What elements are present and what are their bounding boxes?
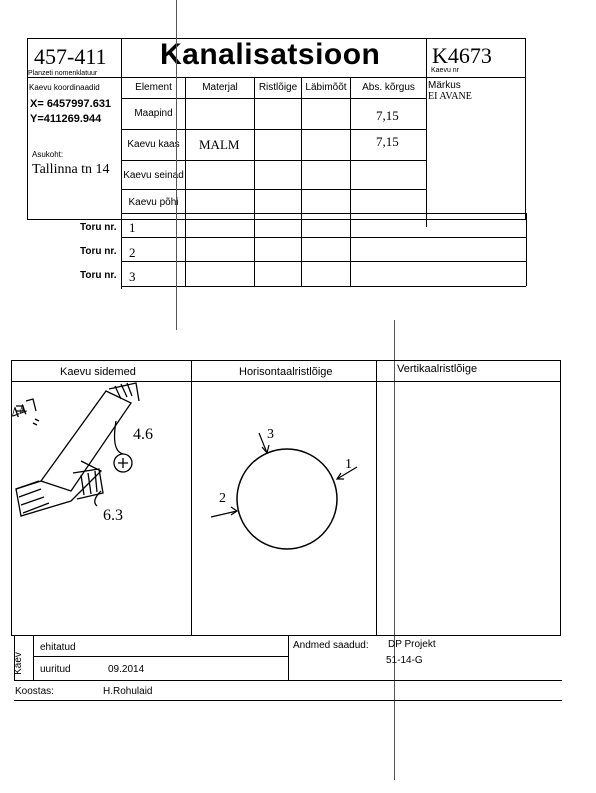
measured-date: 09.2014	[108, 664, 145, 675]
measured-label: uuritud	[40, 664, 71, 675]
header-cross-section: Ristlõige	[258, 82, 298, 93]
pipe-label: Toru nr.	[80, 246, 117, 257]
data-source-label: Andmed saadud:	[293, 640, 369, 651]
handwritten-63: 6.3	[103, 507, 123, 524]
row-element: Kaevu seinad	[123, 170, 184, 181]
row-element: Kaevu kaas	[127, 139, 180, 150]
coord-y: Y=411269.944	[30, 113, 102, 125]
footer-line	[14, 700, 562, 701]
row-abs-height: 7,15	[376, 134, 399, 149]
sketch-col-divider	[376, 360, 377, 636]
compiled-by: H.Rohulaid	[103, 686, 153, 697]
sheet-number: 457-411	[34, 44, 107, 69]
pipe-label: Toru nr.	[80, 270, 117, 281]
row-abs-height: 7,15	[376, 108, 399, 123]
row-line	[121, 129, 426, 130]
header-material: Materjal	[202, 82, 238, 93]
row-element: Maapind	[134, 108, 173, 119]
header-divider	[27, 77, 526, 78]
header-element: Element	[135, 82, 172, 93]
sketch-col-title: Vertikaalristlõige	[397, 363, 478, 375]
row-line	[121, 213, 526, 214]
left-column-divider	[121, 38, 122, 289]
coord-x: X= 6457997.631	[30, 98, 112, 110]
col-line	[185, 77, 186, 286]
footer-divider	[288, 636, 289, 680]
side-label: Kaev	[12, 652, 24, 675]
well-location-sketch	[8, 381, 191, 631]
pipe-number: 3	[129, 269, 136, 284]
sheet-caption: Planzeti nomenklatuur	[28, 70, 98, 77]
page-title: Kanalisatsioon	[160, 38, 381, 71]
compiled-label: Koostas:	[15, 686, 54, 697]
remark-column-divider	[426, 38, 427, 227]
built-label: ehitatud	[40, 642, 76, 653]
handwritten-3: 3	[267, 427, 274, 442]
address: Tallinna tn 14	[32, 162, 110, 177]
row-line	[121, 160, 426, 161]
col-line	[350, 77, 351, 286]
remark-value: EI AVANE	[428, 91, 472, 102]
footer-divider	[33, 636, 34, 680]
row-line	[121, 237, 526, 238]
handwritten-2: 2	[219, 491, 226, 506]
footer-line	[14, 680, 562, 681]
data-source: DP Projekt	[388, 639, 436, 650]
pipe-number: 1	[129, 220, 136, 235]
row-line	[121, 286, 526, 287]
pipe-label: Toru nr.	[80, 222, 117, 233]
handwritten-44: 44	[8, 401, 30, 423]
row-element: Kaevu põhi	[128, 197, 179, 208]
col-line	[301, 77, 302, 286]
row-line	[121, 189, 426, 190]
row-line	[121, 98, 426, 99]
well-id: K4673	[432, 43, 492, 68]
scan-line	[176, 0, 177, 330]
sketch-col-title: Horisontaalristlõige	[239, 366, 333, 378]
header-remark: Märkus	[428, 80, 461, 91]
header-diameter: Läbimõõt	[305, 82, 347, 93]
handwritten-46: 4.6	[133, 426, 153, 443]
handwritten-1: 1	[345, 457, 352, 472]
col-line	[526, 213, 527, 286]
coords-caption: Kaevu koordinaadid	[29, 83, 100, 92]
sketch-col-title: Kaevu sidemed	[60, 366, 136, 378]
row-material: MALM	[199, 137, 240, 152]
footer-line	[33, 656, 288, 657]
col-line	[254, 77, 255, 286]
horizontal-cross-section	[191, 381, 376, 631]
data-source-code: 51-14-G	[386, 655, 423, 666]
well-caption: Kaevu nr	[431, 67, 460, 74]
pipe-number: 2	[129, 245, 136, 260]
address-caption: Asukoht:	[32, 150, 64, 159]
header-abs-height: Abs. kõrgus	[362, 82, 415, 93]
row-line	[121, 261, 526, 262]
